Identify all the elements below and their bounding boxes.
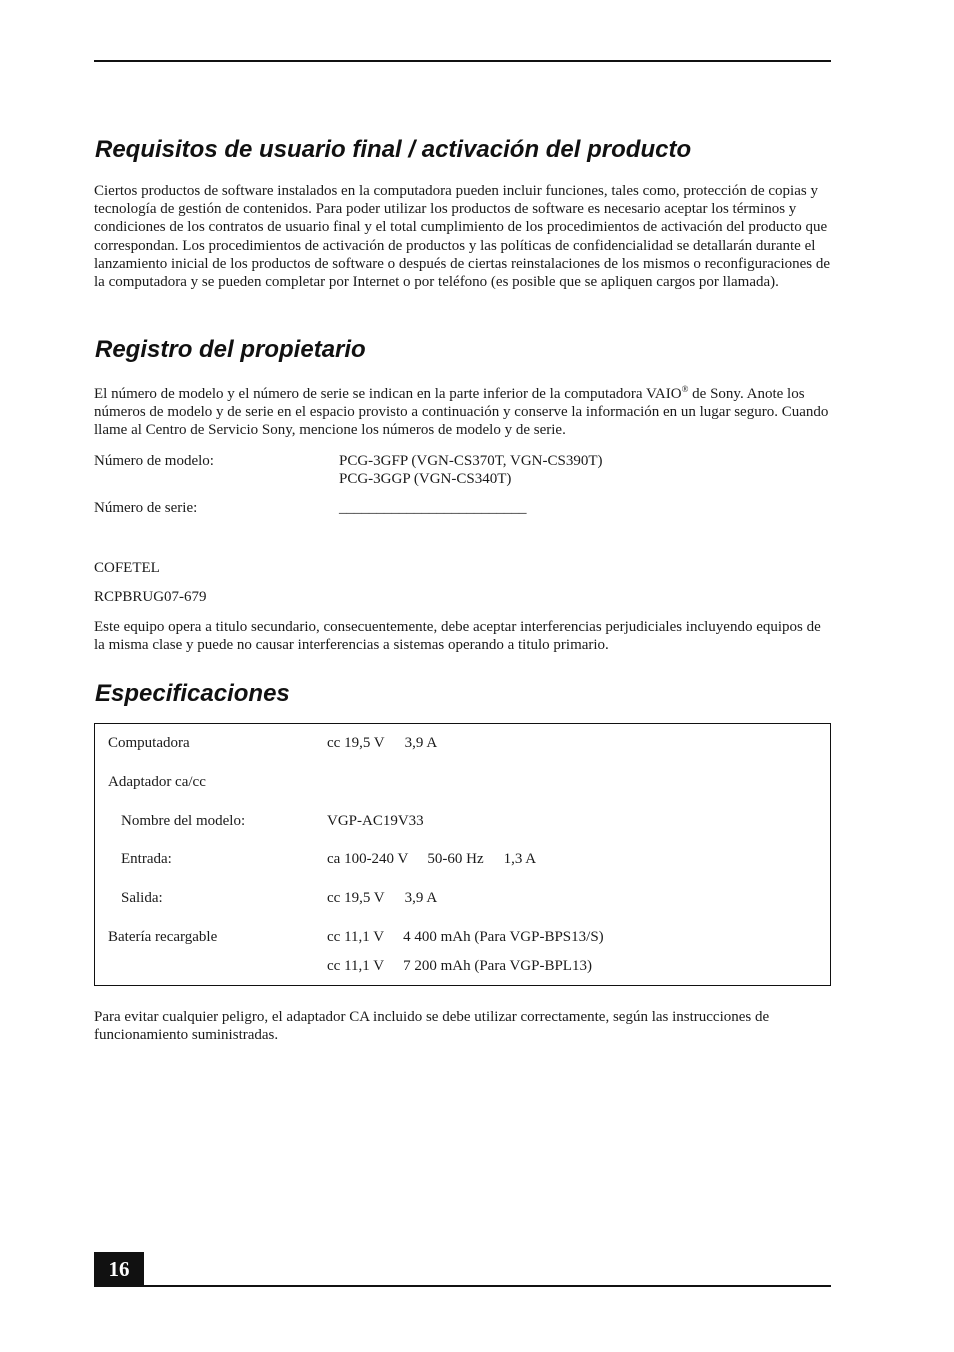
- heading-especificaciones: Especificaciones: [95, 680, 290, 707]
- model-label: Número de modelo:: [94, 453, 214, 469]
- spec-table: [94, 723, 831, 986]
- paragraph-registro: [94, 385, 832, 440]
- registro-text-1: El número de modelo y el número de serie se indican en la parte inferior de la computadora VAIO: [94, 386, 682, 402]
- spec-value: cc 19,5 V 3,9 A: [327, 735, 438, 751]
- heading-registro: Registro del propietario: [95, 336, 366, 363]
- registro-text-2: de Sony. Anote los números de modelo y de serie en el espacio provisto a continuación y conserve la información en un lugar seguro. Cuando llame al Centro de Servicio Sony, mencione los números de modelo y de serie.: [94, 386, 829, 439]
- spec-label: Adaptador ca/cc: [108, 774, 206, 790]
- model-value-1: PCG-3GFP (VGN-CS370T, VGN-CS390T): [339, 453, 603, 469]
- spec-value: cc 11,1 V 4 400 mAh (Para VGP-BPS13/S): [327, 929, 604, 945]
- paragraph-requisitos: Ciertos productos de software instalados en la computadora pueden incluir funciones, tales como, protección de copias y tecnología de gestión de contenidos. Para poder utilizar los productos de software es necesario aceptar los términos y condiciones de los contratos de usuario final y el total cumplimiento de los procedimientos de activación del producto que correspondan. Los procedimientos de activación de productos y las políticas de confidencialidad se detallarán durante el lanzamiento inicial de los productos de software o después de ciertas reinstalaciones de los mismos o reconfiguraciones de la computadora y se pueden completar por Internet o por teléfono (es posible que se apliquen cargos por llamada).: [94, 183, 831, 291]
- heading-requisitos: Requisitos de usuario final / activación del producto: [95, 136, 692, 163]
- model-value-2: PCG-3GGP (VGN-CS340T): [339, 471, 512, 487]
- spec-label: Salida:: [121, 890, 163, 906]
- spec-value: VGP-AC19V33: [327, 813, 424, 829]
- spec-label: Entrada:: [121, 851, 172, 867]
- cofetel-code: RCPBRUG07-679: [94, 589, 207, 605]
- spec-label: Batería recargable: [108, 929, 218, 945]
- cofetel-label: COFETEL: [94, 560, 160, 576]
- spec-value: cc 11,1 V 7 200 mAh (Para VGP-BPL13): [327, 958, 592, 974]
- bottom-rule: [94, 1285, 831, 1287]
- spec-label: Computadora: [108, 735, 190, 751]
- spec-label: Nombre del modelo:: [121, 813, 246, 829]
- registered-mark: ®: [681, 384, 689, 394]
- spec-footer-note: Para evitar cualquier peligro, el adaptador CA incluido se debe utilizar correctamente, según las instrucciones de funcionamiento suministradas.: [94, 1009, 770, 1044]
- top-rule: [94, 60, 831, 62]
- serial-label: Número de serie:: [94, 500, 198, 516]
- spec-value: cc 19,5 V 3,9 A: [327, 890, 438, 906]
- spec-value: ca 100-240 V 50-60 Hz 1,3 A: [327, 851, 537, 867]
- cofetel-note: Este equipo opera a titulo secundario, consecuentemente, debe aceptar interferencias perjudiciales incluyendo equipos de la misma clase y puede no causar interferencias a sistemas operando a titulo primario.: [94, 619, 821, 654]
- page-number: 16: [94, 1252, 144, 1287]
- serial-value-blank: _________________________: [339, 500, 527, 516]
